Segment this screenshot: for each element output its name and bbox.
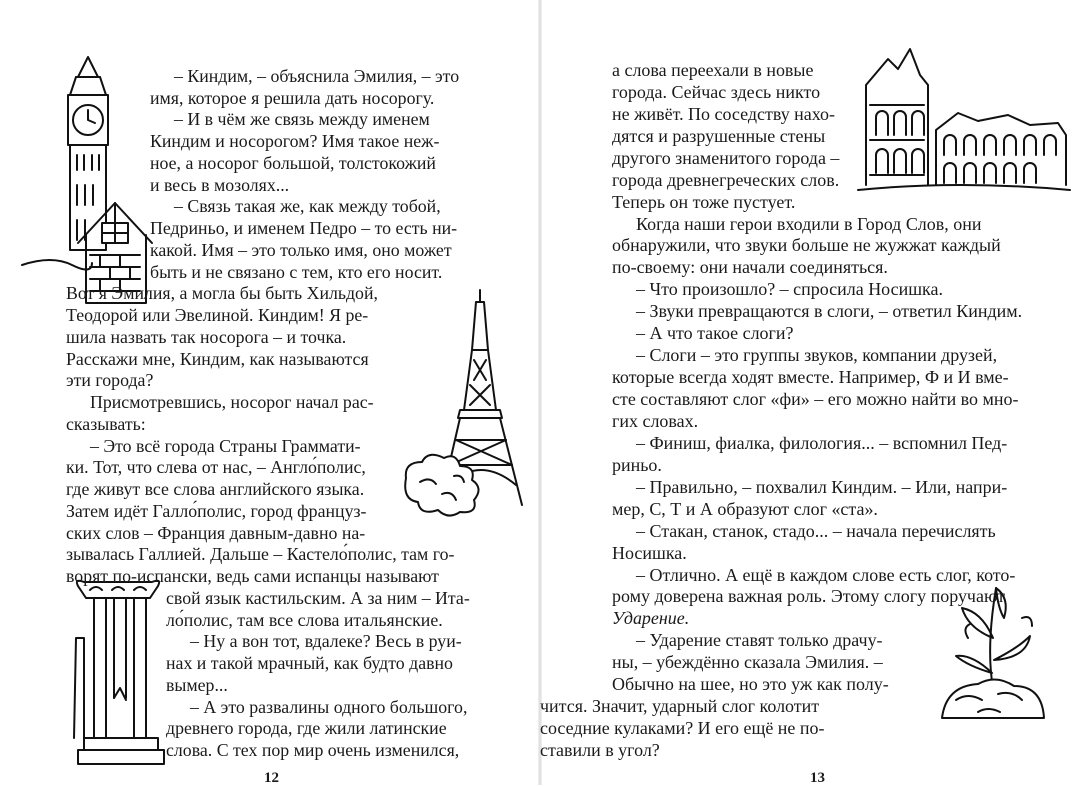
text-line: города. Сейчас здесь никто	[612, 81, 821, 102]
text-line: Когда наши герои входили в Город Слов, они	[636, 213, 982, 234]
colosseum-ruins-icon	[858, 45, 1073, 195]
text-line: слова. С тех пор мир очень изменился,	[166, 740, 460, 760]
text-line: где живут все слова английского языка.	[66, 479, 365, 500]
text-line: быть и не связано с тем, кто его носит.	[150, 261, 443, 282]
text-line: чится. Значит, ударный слог колотит	[540, 696, 820, 717]
text-line: которые всегда ходят вместе. Например, Ф и И вме-	[612, 367, 1009, 388]
text-line: имя, которое я решила дать носорогу.	[150, 87, 435, 108]
text-line: шила назвать так носорога – и точка.	[66, 326, 347, 347]
page-number: 12	[264, 770, 279, 786]
text-line: – Стакан, станок, стадо... – начала перечислять	[636, 520, 996, 541]
text-line: Присмотревшись, носорог начал рас-	[90, 392, 374, 413]
text-line: соседние кулаками? И его ещё не по-	[540, 718, 825, 739]
text-line: ставили в угол?	[540, 740, 660, 760]
text-line: нах и такой мрачный, как будто давно	[166, 653, 453, 674]
text-line: – Ну а вон тот, вдалеке? Весь в руи-	[190, 631, 462, 652]
text-line: Обычно на шее, но это уж как полу-	[612, 674, 889, 695]
text-line: – А это развалины одного большого,	[190, 696, 468, 717]
text-line: Расскажи мне, Киндим, как называются	[66, 348, 369, 369]
text-line: – Слоги – это группы звуков, компании друзей,	[636, 345, 998, 366]
text-line: дятся и разрушенные стены	[612, 125, 826, 146]
text-line: – Отлично. А ещё в каждом слове есть слог, кото-	[636, 564, 1016, 585]
text-line: другого знаменитого города –	[612, 147, 840, 168]
text-line: Теперь он тоже пустует.	[612, 191, 796, 212]
text-line: – Ударение ставят только драчу-	[636, 630, 883, 651]
text-line: – Это всё города Страны Граммати-	[90, 435, 361, 456]
text-line: – Киндим, – объяснила Эмилия, – это	[174, 66, 460, 86]
text-line: Теодорой или Эвелиной. Киндим! Я ре-	[66, 305, 369, 326]
text-line: рому доверена важная роль. Этому слогу поручают	[612, 586, 1005, 607]
text-line: свой язык кастильским. А за ним – Ита-	[166, 587, 470, 608]
text-line: вымер...	[166, 674, 228, 695]
text-line: ворят по-испански, ведь сами испанцы называют	[66, 566, 439, 587]
text-line: – И в чём же связь между именем	[174, 109, 430, 130]
text-line: ских слов – Франция давным-давно на-	[66, 522, 366, 543]
text-line: – Связь такая же, как между тобой,	[174, 196, 441, 217]
text-line: эти города?	[66, 370, 154, 391]
text-line: – Звуки превращаются в слоги, – ответил Киндим.	[636, 301, 1023, 322]
text-line: – Финиш, фиалка, филология... – вспомнил Пед-	[636, 432, 1008, 453]
text-line: ное, а носорог большой, толстокожий	[150, 152, 436, 173]
text-line: не живёт. По соседству нахо-	[612, 103, 836, 124]
text-line: ны, – убеждённо сказала Эмилия. –	[612, 652, 883, 673]
text-line: сте составляют слог «фи» – его можно найти во мно-	[612, 389, 1019, 410]
text-line: ло́полис, там все слова итальянские.	[166, 609, 443, 630]
text-line: ки. Тот, что слева от нас, – Англо́полис,	[66, 457, 366, 478]
ruined-corinthian-column-icon	[70, 578, 165, 768]
text-line: города древнегреческих слов.	[612, 169, 840, 190]
text-line: а слова переехали в новые	[612, 60, 814, 80]
text-line: древнего города, где жили латинские	[166, 718, 447, 739]
text-line: мер, С, Т и А образуют слог «ста».	[612, 498, 878, 519]
text-line: по-своему: они начали соединяться.	[612, 257, 888, 278]
text-line: зывалась Галлией. Дальше – Кастело́полис, там го-	[66, 544, 455, 565]
page-number: 13	[810, 770, 825, 786]
text-line-italic: Ударение.	[612, 608, 690, 629]
text-line: Затем идёт Галло́полис, город француз-	[66, 500, 367, 521]
text-line: Киндим и носорогом? Имя такое неж-	[150, 131, 440, 152]
right-page	[540, 0, 1080, 785]
left-page	[0, 0, 540, 785]
text-line: и весь в мозолях...	[150, 174, 290, 195]
text-line: Педриньо, и именем Педро – то есть ни-	[150, 218, 458, 239]
text-line: риньо.	[612, 454, 662, 475]
text-line: Вот я Эмилия, а могла бы быть Хильдой,	[66, 283, 378, 304]
text-line: Носишка.	[612, 542, 687, 563]
clouds-icon	[398, 448, 498, 518]
text-line: какой. Имя – это только имя, оно может	[150, 239, 452, 260]
text-line: – А что такое слоги?	[636, 323, 794, 344]
text-line: гих словах.	[612, 410, 699, 431]
text-line: сказывать:	[66, 413, 146, 434]
text-line: – Правильно, – похвалил Киндим. – Или, напри-	[636, 476, 1008, 497]
text-line: обнаружили, что звуки больше не жужжат каждый	[612, 235, 1001, 256]
text-line: – Что произошло? – спросила Носишка.	[636, 279, 943, 300]
